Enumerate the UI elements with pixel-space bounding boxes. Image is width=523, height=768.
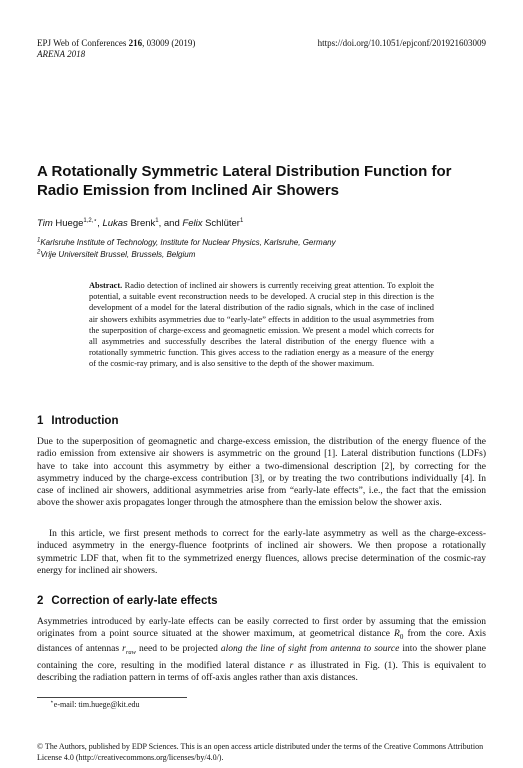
author-first-name: Tim [37,218,53,229]
section-heading-introduction [37,415,118,427]
footnote [50,700,140,709]
section-title: Correction of early-late effects [51,595,218,607]
journal-name: EPJ Web of Conferences [37,38,127,48]
text-run: into the shower plane containing the core, resulting in the modified lateral distance [37,644,486,671]
section-number: 2 [37,595,44,607]
affiliation-1 [37,238,487,247]
text-run: from the core. Axis distances of antennas [37,629,487,655]
footnote-rule [37,697,187,698]
math-subscript: raw [125,649,136,657]
affiliation-2 [37,250,487,259]
affiliation-mark: 1 [37,237,41,244]
footnote-text: e-mail: tim.huege@kit.edu [53,700,140,709]
author-affiliation-mark: 1 [239,217,244,224]
author-affiliation-mark: 1 [155,217,159,224]
author-affiliation-mark: 1,2,⋆ [83,217,98,224]
affiliation-text: Vrije Universiteit Brussel, Brussels, Belgium [40,250,196,259]
text-run: need to be projected [135,644,221,655]
author-first-name: Lukas [102,218,128,229]
math-symbol: R [394,629,400,640]
emphasis-text: along the line of sight from antenna to source [220,644,400,655]
conference-series: ARENA 2018 [37,49,86,59]
journal-line [37,38,195,49]
footnote-mark: ⋆ [50,699,54,706]
article-number: , 03009 (2019) [142,38,196,48]
section-title: Introduction [51,415,119,427]
abstract [89,280,434,370]
section-number: 1 [37,415,44,427]
abstract-text: Radio detection of inclined air showers is currently receiving great attention. To exploit the potential, a suitable event reconstruction needs to be developed. A crucial step in this direction is the development of a model for the lateral distribution of the radio signals, which in the case of inclined air showers exhibits asymmetries due to “early-late” effects in addition to the usual asymmetries from the superposition of charge-excess and geomagnetic emission. We present a model which corrects for all asymmetries and successfully describes the lateral distribution of the energy fluence with a rotationally symmetric function. This gives access to the radiation energy as a measure of the energy of the cosmic-ray primary, and is also sensitive to the depth of the shower maximum. [89,281,434,369]
running-header-left [37,38,195,60]
body-paragraph: Due to the superposition of geomagnetic and charge-excess emission, the distribution of the energy fluence of the radio emission from extensive air showers is asymmetric on the ground [1]. Lateral distribution functions (LDFs) have to take into account this asymmetry by either a two-dimensional description [2], by correcting for the asymmetry induced by the charge-excess contribution [3], or by treating the two contributions individually [4]. In case of inclined air showers, additional asymmetries arise from “early-late effects”, i.e., the fact that the emission above the shower axis propagates longer through the atmosphere than the emission below the shower axis. [37,437,486,509]
affiliation-mark: 2 [37,249,41,256]
affiliation-text: Karlsruhe Institute of Technology, Institute for Nuclear Physics, Karlsruhe, Germany [40,238,336,247]
section-heading-early-late [37,595,218,607]
math-symbol: r [289,660,294,671]
copyright-notice: © The Authors, published by EDP Sciences. This is an open access article distributed under the terms of the Creative Commons Attribution License 4.0 (http://creativecommons.org/licenses/by/4.0/). [37,742,484,762]
author-last-name: Brenk [130,218,156,229]
paper-title: A Rotationally Symmetric Lateral Distribution Function for Radio Emission from Inclined Air Showers [37,163,452,199]
body-paragraph [37,616,486,684]
author-first-name: Felix [182,218,203,229]
math-subscript: 0 [399,633,404,642]
body-paragraph: In this article, we first present methods to correct for the early-late asymmetry as well as the charge-excess-induced asymmetry in the energy-fluence footprints of inclined air showers. We then propose a rotationally symmetric LDF that, when fit to the symmetrized energy fluences, allows precise determination of the cosmic-ray energy for inclined air showers. [37,529,486,576]
text-run: Asymmetries introduced by early-late effects can be easily corrected to first order by assuming that the emission originates from a point source situated at the shower maximum, at geometrical distance [37,617,486,640]
author-last-name: Schlüter [205,218,240,229]
author-last-name: Huege [55,218,84,229]
math-symbol: r [122,644,126,655]
doi-link[interactable]: https://doi.org/10.1051/epjconf/201921603009 [317,38,486,48]
abstract-label: Abstract. [89,281,123,290]
author-list: Tim Huege$^{1,2,⋆}$, Lukas Brenk$^1$, and Felix Schlüter$^1$ [37,217,244,229]
journal-volume: 216 [128,38,143,48]
text-run: as illustrated in Fig. (1). This is equivalent to describing the radiation pattern in terms of off-axis angles rather than axis distances. [37,660,486,683]
